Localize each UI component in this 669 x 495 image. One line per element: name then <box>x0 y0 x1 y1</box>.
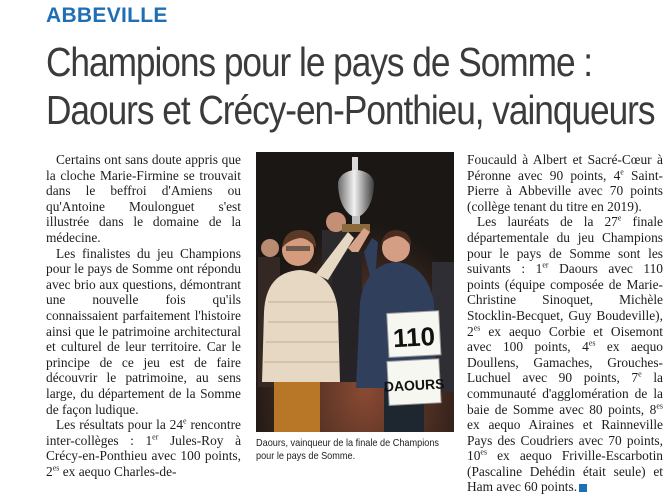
score-sign <box>387 311 441 358</box>
paragraph: Les finalistes du jeu Champions pour le pays de Somme ont répondu avec brio aux questions, démontrant une nouvelle fois qu'ils connaissaient parfaitement l'histoire ainsi que le patrimoine architectural et culturel de leur territoire. Car le principe de ce jeu est de faire découvrir le patrimoine, au sens large, du département de la Somme de façon ludique. <box>46 245 241 417</box>
article-photo <box>256 152 454 432</box>
headline-line-1: Champions pour le pays de Somme : <box>46 39 593 85</box>
paragraph: Les lauréats de la 27e finale départementale du jeu Champions pour le pays de Somme sont les suivants : 1er Daours avec 110 points (équipe composée de Marie-Christine Sinoquet, Michèle Stocklin-Becquet, Guy Boudeville), $2^{es}$ ex aequo Corbie et Oisemont avec 100 points, $4^{es}$ ex aequo Doullens, Gamaches, Grouches-Luchuel avec 90 points, 7e la communauté d'agglomération de la baie de Somme avec 80 points, $8^{es}$ ex aequo Airaines et Rainneville Pays des Coudriers avec 70 points, $10^{es}$ ex aequo Friville-Escarbotin (Pascaline Dehédin était seule) et Ham avec 60 points. <box>467 213 664 495</box>
paragraph: Certains ont sans doute appris que la cloche Marie-Firmine se trouvait dans le beffroi d'Amiens ou qu'Antoine Moulonguet s'est illustrée dans le domaine de la médecine. <box>46 152 241 245</box>
team-sign <box>383 359 446 406</box>
headline-line-2: Daours et Crécy-en-Ponthieu, vainqueurs <box>46 87 655 133</box>
article-column-3 <box>467 152 663 495</box>
paragraph: Les résultats pour la 24e rencontre inter-collèges : 1er Jules-Roy à Crécy-en-Ponthieu avec 100 points, $2^{es}$ ex aequo Charles-de- <box>46 416 242 479</box>
team-sign-text: DAOURS <box>383 375 445 395</box>
section-kicker: ABBEVILLE <box>46 4 168 27</box>
end-of-article-mark <box>579 484 587 492</box>
photo-caption: Daours, vainqueur de la finale de Champions pour le pays de Somme. <box>256 438 439 462</box>
paragraph: Foucauld à Albert et Sacré-Cœur à Péronne avec 90 points, 4e Saint-Pierre à Abbeville avec 70 points (collège tenant du titre en 2019). <box>467 152 664 214</box>
headline <box>46 38 655 134</box>
score-sign-text: 110 <box>392 321 436 354</box>
article-column-1 <box>46 152 241 479</box>
